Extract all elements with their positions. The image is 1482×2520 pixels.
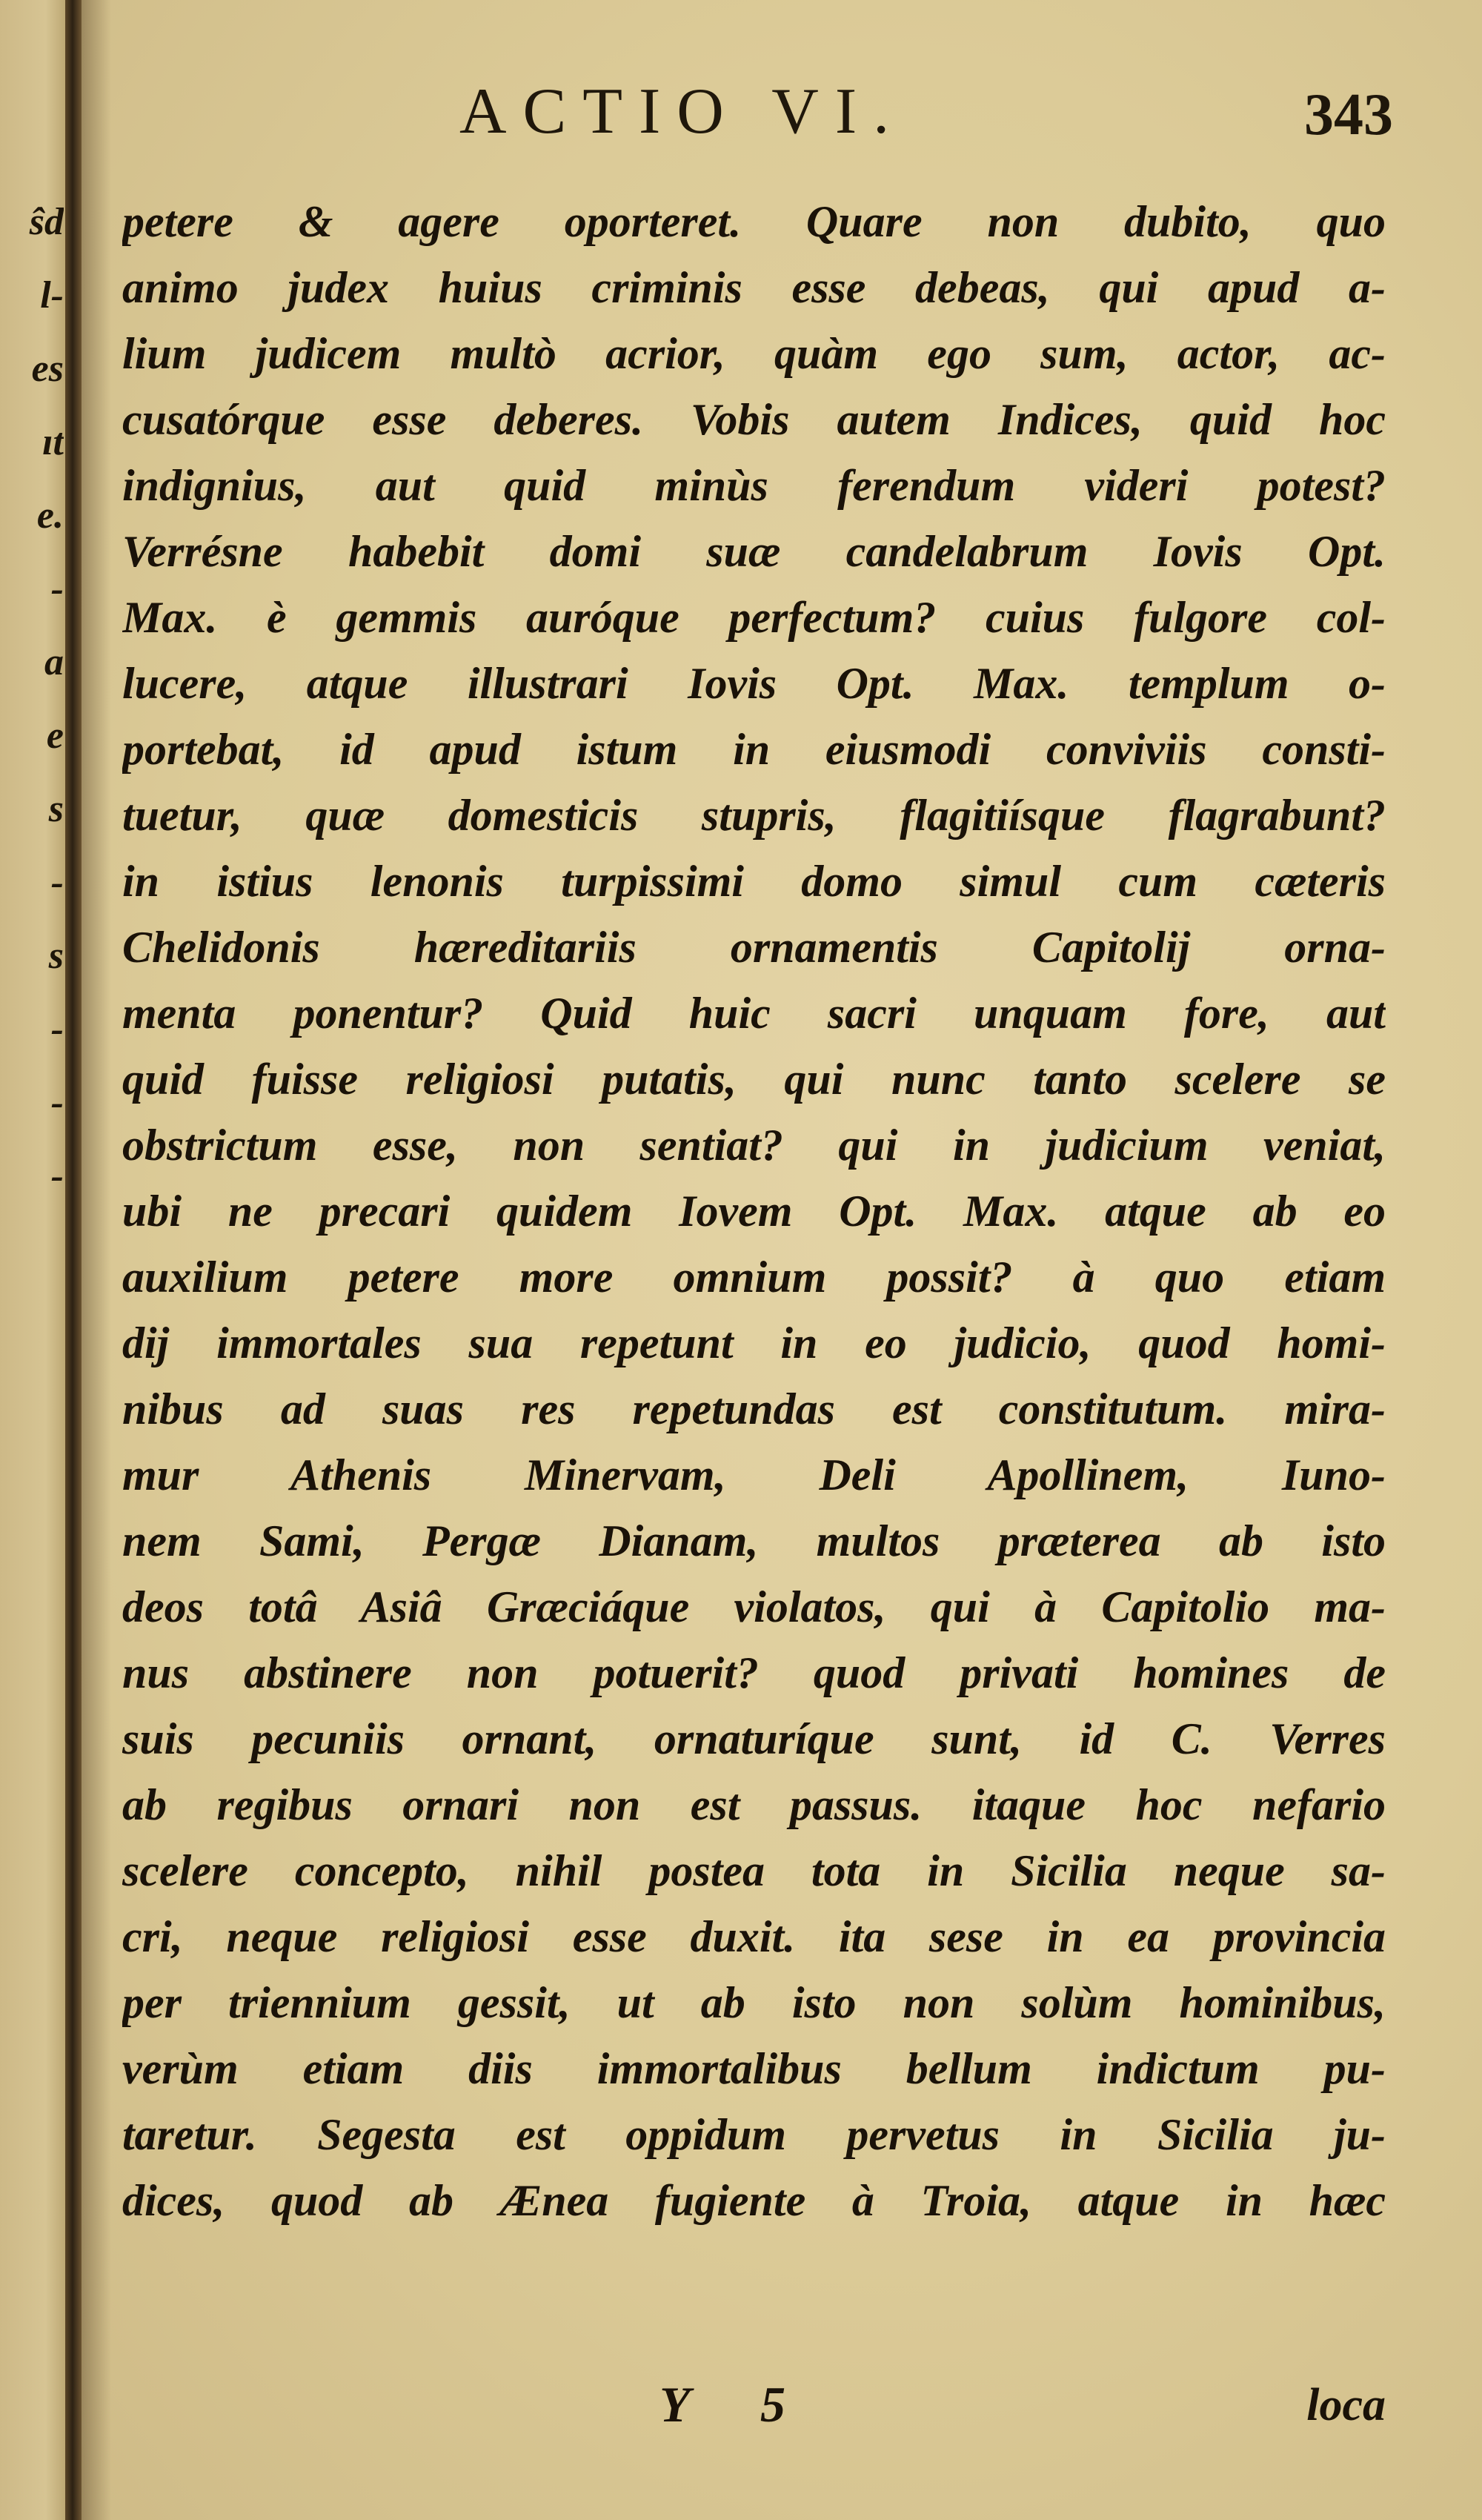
running-head: ACTIO VI. xyxy=(459,76,906,147)
facing-page-fragment: - xyxy=(50,861,64,903)
facing-page-fragment: l- xyxy=(40,274,64,316)
text-line: cri, neque religiosi esse duxit. ita sese in ea provincia xyxy=(122,1912,1386,1961)
text-line: indignius, aut quid minùs ferendum videri potest? xyxy=(122,461,1386,510)
facing-page-fragment: e. xyxy=(36,494,64,537)
text-line: taretur. Segesta est oppidum pervetus in Sicilia ju- xyxy=(122,2110,1386,2159)
gutter-shadow xyxy=(82,0,111,2520)
text-line: suis pecuniis ornant, ornaturíque sunt, id C. Verres xyxy=(122,1714,1386,1763)
text-line: scelere concepto, nihil postea tota in Sicilia neque sa- xyxy=(122,1846,1386,1895)
facing-page-fragment: ŝd xyxy=(29,201,64,243)
text-line: dij immortales sua repetunt in eo judicio, quod homi- xyxy=(122,1319,1386,1367)
facing-page-fragment: es xyxy=(31,348,64,390)
facing-page-fragment: a xyxy=(44,641,64,683)
text-line: menta ponentur? Quid huic sacri unquam fore, aut xyxy=(122,989,1386,1038)
page-number: 343 xyxy=(1304,82,1393,147)
facing-page-fragment: - xyxy=(50,568,64,610)
text-line: obstrictum esse, non sentiat? qui in judicium veniat, xyxy=(122,1121,1386,1170)
text-line: tuetur, quæ domesticis stupris, flagitiísque flagrabunt? xyxy=(122,791,1386,840)
facing-page-fragment: ıt xyxy=(42,421,64,463)
text-line: cusatórque esse deberes. Vobis autem Indices, quid hoc xyxy=(122,395,1386,444)
facing-page-edge xyxy=(0,0,65,2520)
facing-page-fragment: - xyxy=(50,1081,64,1124)
facing-page-fragment: - xyxy=(50,1008,64,1050)
facing-page-fragment: s xyxy=(48,788,64,830)
text-line: portebat, id apud istum in eiusmodi conviviis consti- xyxy=(122,725,1386,774)
text-line: nem Sami, Pergæ Dianam, multos præterea ab isto xyxy=(122,1516,1386,1565)
signature-mark: Y 5 xyxy=(659,2376,816,2433)
text-line: Verrésne habebit domi suæ candelabrum Iovis Opt. xyxy=(122,527,1386,576)
text-line: ab regibus ornari non est passus. itaque hoc nefario xyxy=(122,1780,1386,1829)
text-line: animo judex huius criminis esse debeas, qui apud a- xyxy=(122,263,1386,312)
page-header xyxy=(119,74,1393,156)
text-line: mur Athenis Minervam, Deli Apollinem, Iuno- xyxy=(122,1450,1386,1499)
text-line: per triennium gessit, ut ab isto non solùm hominibus, xyxy=(122,1978,1386,2027)
text-line: Chelidonis hæreditariis ornamentis Capitolij orna- xyxy=(122,923,1386,972)
text-line: nus abstinere non potuerit? quod privati homines de xyxy=(122,1648,1386,1697)
text-line: nibus ad suas res repetundas est constitutum. mira- xyxy=(122,1385,1386,1433)
facing-page-fragment: e xyxy=(46,714,64,757)
text-line: dices, quod ab Ænea fugiente à Troia, atque in hæc xyxy=(122,2176,1386,2225)
text-line: Max. è gemmis auróque perfectum? cuius fulgore col- xyxy=(122,593,1386,642)
text-line: lucere, atque illustrari Iovis Opt. Max. templum o- xyxy=(122,659,1386,708)
text-line: verùm etiam diis immortalibus bellum indictum pu- xyxy=(122,2044,1386,2093)
catchword: loca xyxy=(1306,2380,1386,2430)
binding-gutter xyxy=(65,0,82,2520)
text-line: ubi ne precari quidem Iovem Opt. Max. atque ab eo xyxy=(122,1187,1386,1236)
facing-page-fragments xyxy=(4,185,64,1213)
body-text xyxy=(122,189,1386,2234)
text-line: quid fuisse religiosi putatis, qui nunc tanto scelere se xyxy=(122,1055,1386,1104)
text-line: lium judicem multò acrior, quàm ego sum, actor, ac- xyxy=(122,329,1386,378)
facing-page-fragment: s xyxy=(48,935,64,977)
text-line: petere & agere oporteret. Quare non dubito, quo xyxy=(122,197,1386,246)
text-line: in istius lenonis turpissimi domo simul cum cæteris xyxy=(122,857,1386,906)
facing-page-fragment: - xyxy=(50,1155,64,1197)
text-line: deos totâ Asiâ Græciáque violatos, qui à Capitolio ma- xyxy=(122,1582,1386,1631)
text-line: auxilium petere more omnium possit? à quo etiam xyxy=(122,1253,1386,1302)
